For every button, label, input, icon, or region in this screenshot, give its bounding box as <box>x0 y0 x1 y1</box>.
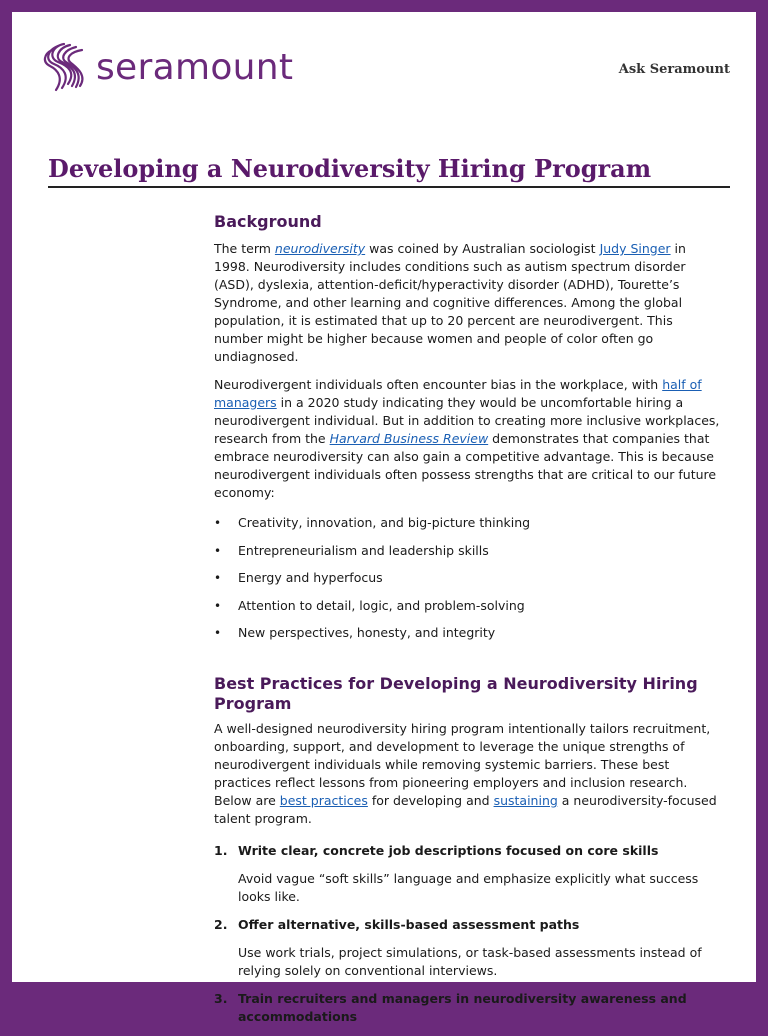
practice-item <box>214 916 724 980</box>
practice-title: Write clear, concrete job descriptions focused on core skills <box>238 842 659 858</box>
seramount-logo-icon <box>42 40 92 94</box>
strengths-list <box>214 514 724 652</box>
text-run: in a 2020 study indicating they would be uncomfortable hiring a neurodivergent individual. But in addition to creating more inclusive workplaces, research from the <box>214 395 720 446</box>
main-content <box>214 212 724 1036</box>
page-title: Developing a Neurodiversity Hiring Program <box>48 154 652 183</box>
best-practices-intro <box>214 720 724 828</box>
neurodiversity-link[interactable]: neurodiversity <box>274 241 366 256</box>
logo-wordmark: seramount <box>96 46 294 88</box>
best-practices-link[interactable]: best practices <box>279 792 368 808</box>
seramount-logo[interactable] <box>42 40 293 94</box>
list-item: • Creativity, innovation, and big-picture thinking <box>214 514 724 542</box>
text-run: A well-designed neurodiversity hiring program intentionally tailors recruitment, onboarding, support, and development to leverage the unique strengths of neurodivergent individuals while removing systemic barriers. These best practices reflect lessons from pioneering employers and inclusion research. Below are <box>214 720 711 808</box>
judy-singer-link[interactable]: Judy Singer <box>599 241 671 256</box>
practice-number: 1. <box>214 842 228 858</box>
practices-list <box>214 842 724 1026</box>
practice-description: Use work trials, project simulations, or task-based assessments instead of relying solely on conventional interviews. <box>238 944 702 978</box>
text-run: for developing and <box>367 792 494 808</box>
practice-number: 3. <box>214 990 228 1006</box>
practice-item <box>214 842 724 906</box>
title-divider <box>48 186 730 188</box>
list-item: • New perspectives, honesty, and integrity <box>214 624 724 652</box>
ask-seramount-label: Ask Seramount <box>618 62 730 77</box>
best-practices-heading: Best Practices for Developing a Neurodiversity Hiring Program <box>214 673 698 713</box>
background-heading: Background <box>214 212 322 231</box>
practice-number: 2. <box>214 916 228 932</box>
practice-item <box>214 990 724 1026</box>
document-page <box>12 12 756 1024</box>
practice-title: Offer alternative, skills-based assessment paths <box>238 916 580 932</box>
text-run: a neurodiversity-focused talent program. <box>214 792 717 826</box>
text-run: was coined by Australian sociologist <box>365 241 600 256</box>
list-item: • Attention to detail, logic, and problem-solving <box>214 597 724 625</box>
half-of-managers-link[interactable]: half of managers <box>214 377 702 410</box>
practice-title: Train recruiters and managers in neurodiversity awareness and accommodations <box>238 990 687 1024</box>
harvard-business-review-link[interactable]: Harvard Business Review <box>329 431 489 446</box>
text-run: demonstrates that companies that embrace neurodiversity can also gain a competitive advantage. This is because neurodivergent individuals often possess strengths that are critical to our future economy: <box>214 431 717 500</box>
background-paragraph-1 <box>214 240 724 366</box>
sustaining-link[interactable]: sustaining <box>493 792 558 808</box>
practice-description: Avoid vague “soft skills” language and emphasize explicitly what success looks like. <box>238 870 699 904</box>
header <box>12 12 756 112</box>
list-item: • Energy and hyperfocus <box>214 569 724 597</box>
text-run: Neurodivergent individuals often encounter bias in the workplace, with <box>214 377 663 392</box>
text-run: The term <box>214 241 275 256</box>
background-paragraph-2 <box>214 376 724 502</box>
list-item: • Entrepreneurialism and leadership skills <box>214 542 724 570</box>
text-run: in 1998. Neurodiversity includes conditions such as autism spectrum disorder (ASD), dyslexia, attention-deficit/hyperactivity disorder (ADHD), Tourette’s Syndrome, and other learning and cognitive differences. Among the global population, it is estimated that up to 20 percent are neurodivergent. This number might be higher because women and people of color often go undiagnosed. <box>214 241 686 364</box>
